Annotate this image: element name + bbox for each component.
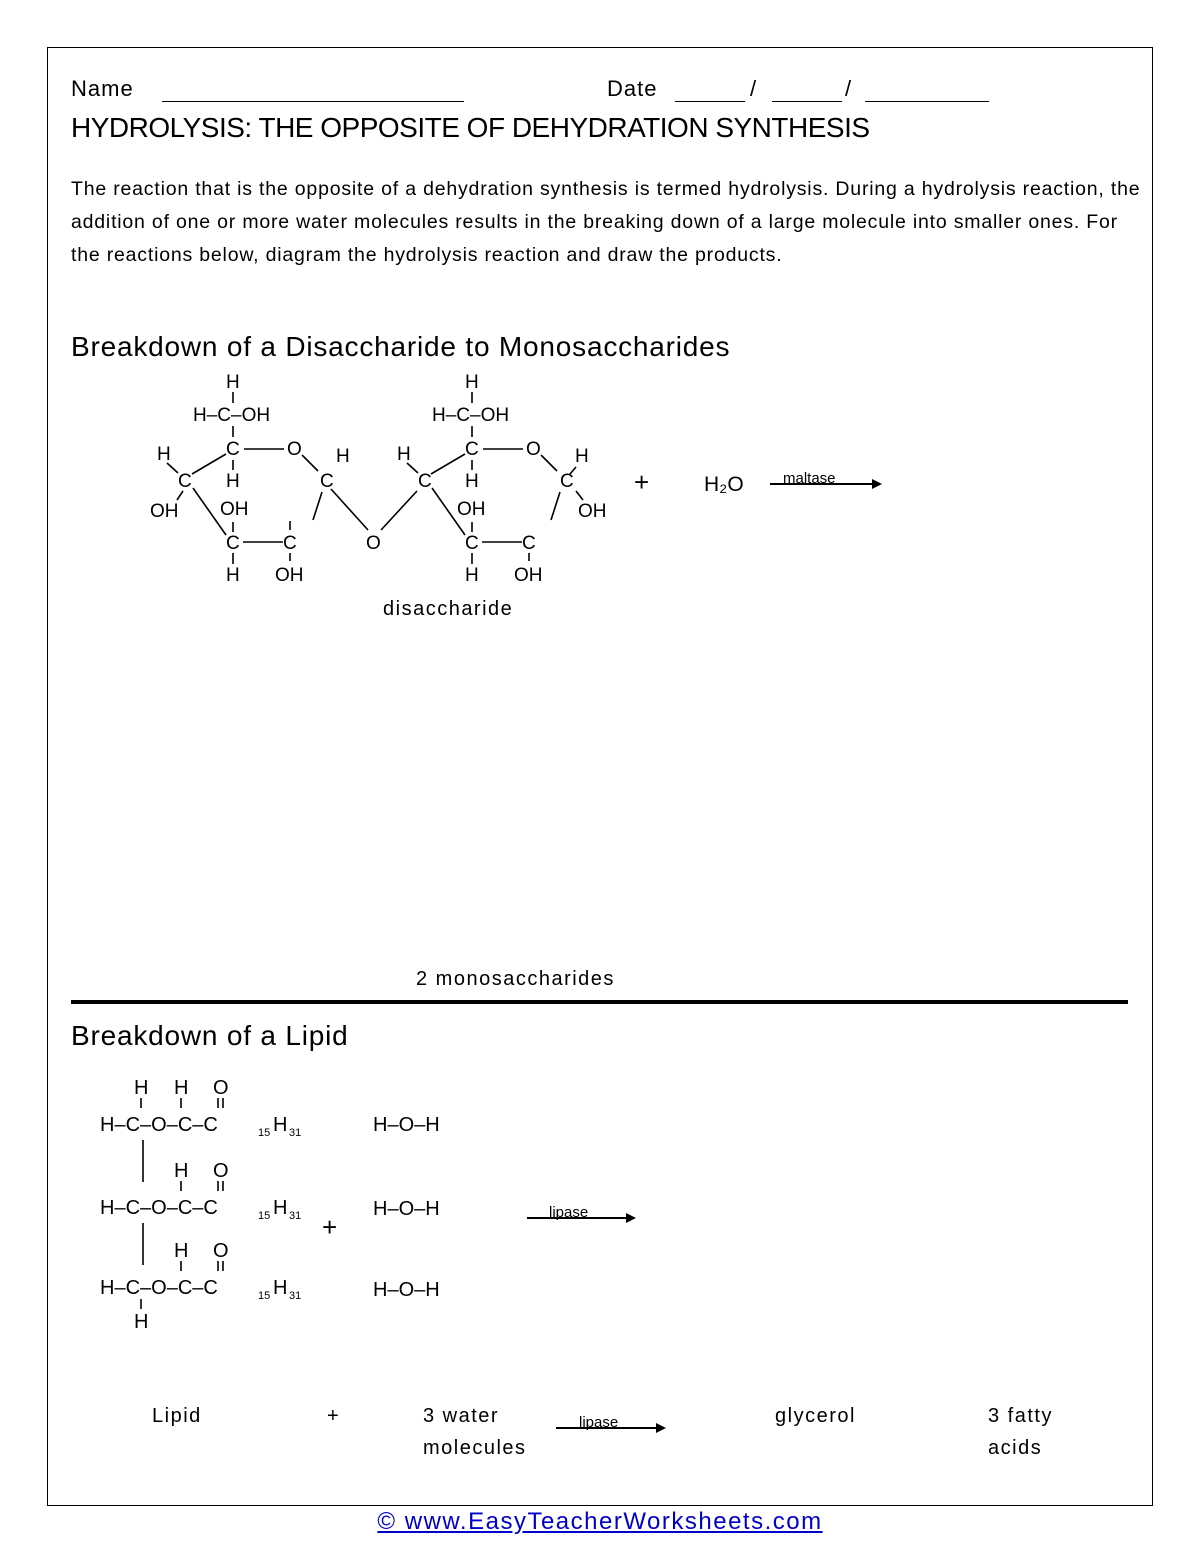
summary-fatty-line1: 3 fatty bbox=[988, 1405, 1053, 1427]
atom-oh: OH bbox=[150, 501, 179, 522]
atom-oh: OH bbox=[578, 501, 607, 522]
atom-h: H bbox=[134, 1311, 149, 1333]
atom-oh: OH bbox=[457, 499, 486, 520]
summary-lipid: Lipid bbox=[152, 1405, 202, 1427]
enzyme-lipase: lipase bbox=[579, 1414, 619, 1431]
atom-h: H bbox=[157, 444, 171, 465]
atom-h: H bbox=[465, 565, 479, 586]
atom-h: H bbox=[465, 471, 479, 492]
reaction-arrowhead bbox=[656, 1423, 666, 1433]
subscript-15: 15 bbox=[258, 1210, 271, 1222]
atom-c: C bbox=[418, 471, 432, 492]
atom-h: H bbox=[174, 1077, 189, 1099]
water-formula: H₂O bbox=[704, 473, 744, 496]
atom-c: C bbox=[283, 533, 297, 554]
atom-h: H–C–O–C–C bbox=[100, 1277, 218, 1299]
summary-water-line2: molecules bbox=[423, 1437, 527, 1459]
atom-c: C bbox=[465, 439, 479, 460]
subscript-15: 15 bbox=[258, 1290, 271, 1302]
plus-sign: + bbox=[634, 467, 650, 497]
atom-o: O bbox=[213, 1077, 229, 1099]
summary-plus: + bbox=[327, 1405, 341, 1427]
footer-link[interactable]: © www.EasyTeacherWorksheets.com bbox=[377, 1508, 823, 1535]
atom-h: H bbox=[226, 372, 240, 393]
atom-c: C bbox=[320, 471, 334, 492]
product-label: 2 monosaccharides bbox=[416, 968, 615, 990]
intro-paragraph: The reaction that is the opposite of a dehydration synthesis is termed hydrolysis. During a hydrolysis reaction, the addition of one or more water molecules results in the breaking down of a large molecule into smaller ones. For the reactions below, diagram the hydrolysis reaction and draw the products. bbox=[71, 178, 1141, 266]
atom-h: H bbox=[226, 565, 240, 586]
name-label: Name bbox=[71, 76, 134, 101]
enzyme-lipase: lipase bbox=[549, 1204, 589, 1221]
atom-c: C bbox=[465, 533, 479, 554]
atom-h: H bbox=[273, 1277, 288, 1299]
atom-h: H bbox=[273, 1114, 288, 1136]
atom-h: H–C–O–C–C bbox=[100, 1197, 218, 1219]
reaction-arrowhead bbox=[872, 479, 882, 489]
atom-o: O bbox=[526, 439, 541, 460]
section-heading-disaccharide: Breakdown of a Disaccharide to Monosaccharides bbox=[71, 331, 731, 362]
atom-h: H–C–O–C–C bbox=[100, 1114, 218, 1136]
section-heading-lipid: Breakdown of a Lipid bbox=[71, 1020, 349, 1051]
atom-oh: OH bbox=[220, 499, 249, 520]
atom-c: C bbox=[226, 533, 240, 554]
atom-o: O bbox=[287, 439, 302, 460]
section-divider bbox=[71, 1000, 1128, 1004]
atom-o: O bbox=[213, 1160, 229, 1182]
atom-h: H bbox=[273, 1197, 288, 1219]
atom-oh: OH bbox=[275, 565, 304, 586]
atom-h: H bbox=[226, 471, 240, 492]
water-molecule: H–O–H bbox=[373, 1198, 440, 1220]
atom-h: H bbox=[575, 446, 589, 467]
water-molecule: H–O–H bbox=[373, 1114, 440, 1136]
atom-h: H bbox=[336, 446, 350, 467]
date-separator: / bbox=[845, 76, 853, 101]
water-molecule: H–O–H bbox=[373, 1279, 440, 1301]
subscript-31: 31 bbox=[289, 1290, 302, 1302]
reactant-label: disaccharide bbox=[383, 598, 514, 620]
plus-sign: + bbox=[322, 1212, 338, 1242]
atom-h: H bbox=[174, 1240, 189, 1262]
atom-h: H bbox=[174, 1160, 189, 1182]
atom-c: C bbox=[178, 471, 192, 492]
summary-water-line1: 3 water bbox=[423, 1405, 500, 1427]
atom-h: H bbox=[465, 372, 479, 393]
atom-o-bridge: O bbox=[366, 533, 381, 554]
page-title: HYDROLYSIS: THE OPPOSITE OF DEHYDRATION SYNTHESIS bbox=[71, 112, 870, 143]
atom-hcoh: H–C–OH bbox=[193, 405, 271, 426]
date-separator: / bbox=[750, 76, 758, 101]
atom-hcoh: H–C–OH bbox=[432, 405, 510, 426]
atom-c: C bbox=[226, 439, 240, 460]
subscript-31: 31 bbox=[289, 1127, 302, 1139]
atom-c: C bbox=[560, 471, 574, 492]
atom-h: H bbox=[134, 1077, 149, 1099]
subscript-15: 15 bbox=[258, 1127, 271, 1139]
atom-h: H bbox=[397, 444, 411, 465]
atom-c: C bbox=[522, 533, 536, 554]
reaction-arrowhead bbox=[626, 1213, 636, 1223]
subscript-31: 31 bbox=[289, 1210, 302, 1222]
date-label: Date bbox=[607, 76, 658, 101]
atom-o: O bbox=[213, 1240, 229, 1262]
summary-fatty-line2: acids bbox=[988, 1437, 1043, 1459]
atom-oh: OH bbox=[514, 565, 543, 586]
summary-glycerol: glycerol bbox=[775, 1405, 856, 1427]
enzyme-maltase: maltase bbox=[783, 470, 836, 487]
